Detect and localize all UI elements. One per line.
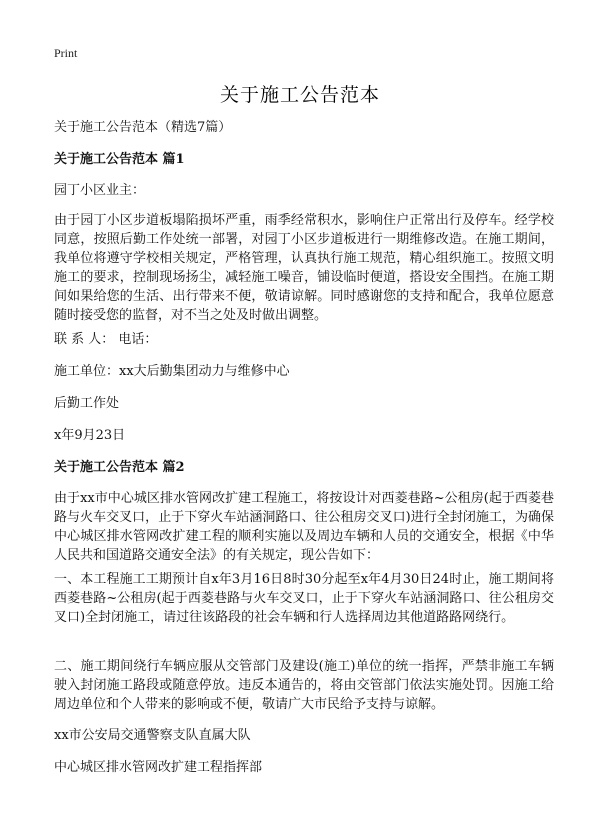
section2-heading: 关于施工公告范本 篇2 bbox=[54, 460, 185, 475]
section2-signature-police: xx市公安局交通警察支队直属大队 bbox=[54, 728, 251, 743]
section1-dept: 后勤工作处 bbox=[54, 396, 120, 411]
section1-date: x年9月23日 bbox=[54, 428, 126, 443]
print-label: Print bbox=[54, 46, 78, 60]
section2-paragraph1: 由于xx市中心城区排水管网改扩建工程施工，将按设计对西菱巷路~公租房(起于西菱巷路与火车交叉口，止于下穿火车站涵洞路口、往公租房交叉口)进行全封闭施工，为确保中心城区排水管网改扩建工程的顺利实施以及周边车辆和人员的交通安全，根据《中华人民共和国道路交通安全法》的有关规定，现公告如下： bbox=[54, 491, 554, 563]
section1-unit: 施工单位：xx大后勤集团动力与维修中心 bbox=[54, 364, 290, 379]
document-subtitle: 关于施工公告范本（精选7篇） bbox=[54, 120, 232, 135]
document-title: 关于施工公告范本 bbox=[219, 84, 380, 106]
section1-contact: 联 系 人： 电话： bbox=[54, 332, 158, 347]
section2-paragraph2: 一、本工程施工工期预计自x年3月16日8时30分起至x年4月30日24时止，施工期间将西菱巷路~公租房(起于西菱巷路与火车交叉口，止于下穿火车站涵洞路口、往公租房交叉口)全封闭施工，请过往该路段的社会车辆和行人选择周边其他道路路网绕行。 bbox=[54, 572, 554, 625]
section2-signature-hq: 中心城区排水管网改扩建工程指挥部 bbox=[54, 760, 263, 775]
section2-paragraph3: 二、施工期间绕行车辆应服从交管部门及建设(施工)单位的统一指挥，严禁非施工车辆驶入封闭施工路段或随意停放。违反本通告的，将由交管部门依法实施处罚。因施工给周边单位和个人带来的影响或不便，敬请广大市民给予支持与谅解。 bbox=[54, 659, 554, 712]
section1-greeting: 园丁小区业主： bbox=[54, 183, 146, 198]
section1-heading: 关于施工公告范本 篇1 bbox=[54, 152, 185, 167]
section1-paragraph: 由于园丁小区步道板塌陷损坏严重，雨季经常积水，影响住户正常出行及停车。经学校同意，按照后勤工作处统一部署，对园丁小区步道板进行一期维修改造。在施工期间，我单位将遵守学校相关规定，严格管理，认真执行施工规范，精心组织施工。按照文明施工的要求，控制现场扬尘，减轻施工噪音，铺设临时便道，搭设安全围挡。在施工期间如果给您的生活、出行带来不便，敬请谅解。同时感谢您的支持和配合，我单位愿意随时接受您的监督，对不当之处及时做出调整。 bbox=[54, 213, 554, 323]
